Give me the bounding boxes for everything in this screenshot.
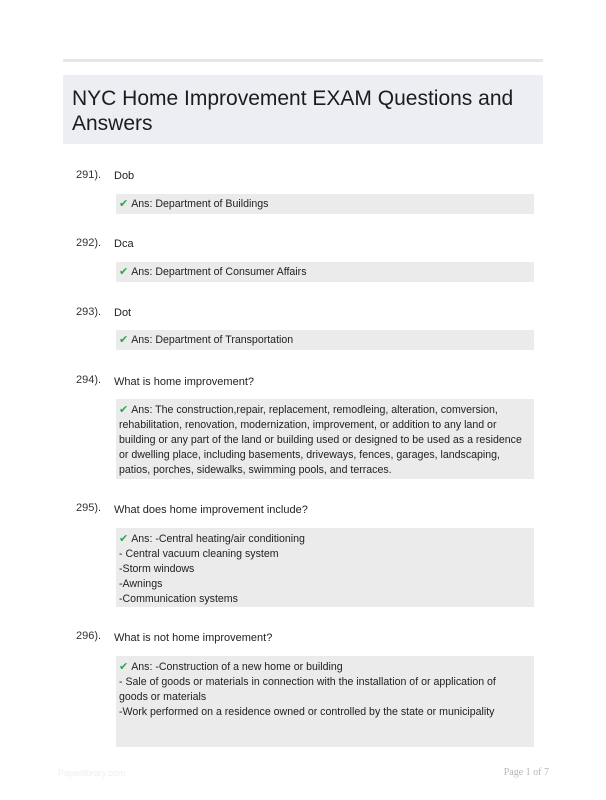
question-number: 296). bbox=[76, 630, 102, 642]
answer-line: patios, porches, sidewalks, swimming pools, and terraces. bbox=[119, 464, 392, 476]
answer-line bbox=[119, 403, 530, 418]
answer-line: rehabilitation, renovation, modernization, improvement, or addition to any land or bbox=[119, 419, 497, 431]
page-title bbox=[72, 86, 533, 136]
check-icon: ✔ bbox=[119, 404, 129, 416]
question-text: Dca bbox=[114, 238, 134, 250]
answer-line: -Awnings bbox=[119, 578, 163, 590]
answer-line: Ans: Department of Buildings bbox=[131, 198, 269, 210]
question-text: Dot bbox=[114, 307, 132, 319]
title-line: Answers bbox=[72, 112, 153, 135]
question-number: 292). bbox=[76, 237, 102, 249]
top-divider bbox=[63, 59, 543, 62]
answer-line: -Communication systems bbox=[119, 593, 238, 605]
answer-line-text: Ans: -Central heating/air conditioning bbox=[131, 533, 305, 545]
answer-line: building or any part of the land or building used or designed to be used as a residence bbox=[119, 434, 522, 446]
question-text: What does home improvement include? bbox=[114, 504, 308, 516]
answer-box bbox=[116, 399, 534, 479]
answer-line bbox=[119, 532, 530, 547]
answer-line: - Central vacuum cleaning system bbox=[119, 548, 279, 560]
question-number: 294). bbox=[76, 374, 102, 386]
question-number: 291). bbox=[76, 169, 102, 181]
answer-line: -Work performed on a residence owned or controlled by the state or municipality bbox=[119, 706, 495, 718]
answer-line: or dwelling place, including basements, driveways, fences, garages, landscaping, bbox=[119, 449, 501, 461]
answer-box bbox=[116, 528, 534, 607]
page-number: Page 1 of 7 bbox=[503, 767, 549, 778]
answer-line bbox=[119, 660, 530, 675]
footer-watermark: Paperlibrary.com bbox=[58, 768, 126, 778]
answer-box bbox=[116, 194, 534, 214]
answer-line: -Storm windows bbox=[119, 563, 195, 575]
answer-line-text: Ans: -Construction of a new home or building bbox=[131, 661, 343, 673]
answer-line: - Sale of goods or materials in connection with the installation of or application of bbox=[119, 676, 496, 688]
title-line: NYC Home Improvement EXAM Questions and bbox=[72, 87, 514, 110]
answer-line-text: Ans: The construction,repair, replacement, remodleing, alteration, comversion, bbox=[131, 404, 498, 416]
check-icon: ✔ bbox=[119, 334, 129, 346]
question-text: What is home improvement? bbox=[114, 376, 254, 388]
check-icon: ✔ bbox=[119, 661, 129, 673]
check-icon: ✔ bbox=[119, 198, 129, 210]
answer-box bbox=[116, 656, 534, 747]
answer-box bbox=[116, 330, 534, 350]
answer-line: goods or materials bbox=[119, 691, 207, 703]
title-box bbox=[63, 75, 543, 144]
answer-box bbox=[116, 262, 534, 282]
question-number: 293). bbox=[76, 306, 102, 318]
answer-line: Ans: Department of Consumer Affairs bbox=[131, 266, 307, 278]
check-icon: ✔ bbox=[119, 533, 129, 545]
check-icon: ✔ bbox=[119, 266, 129, 278]
question-number: 295). bbox=[76, 502, 102, 514]
question-text: Dob bbox=[114, 170, 135, 182]
answer-line: Ans: Department of Transportation bbox=[131, 334, 294, 346]
question-text: What is not home improvement? bbox=[114, 632, 273, 644]
